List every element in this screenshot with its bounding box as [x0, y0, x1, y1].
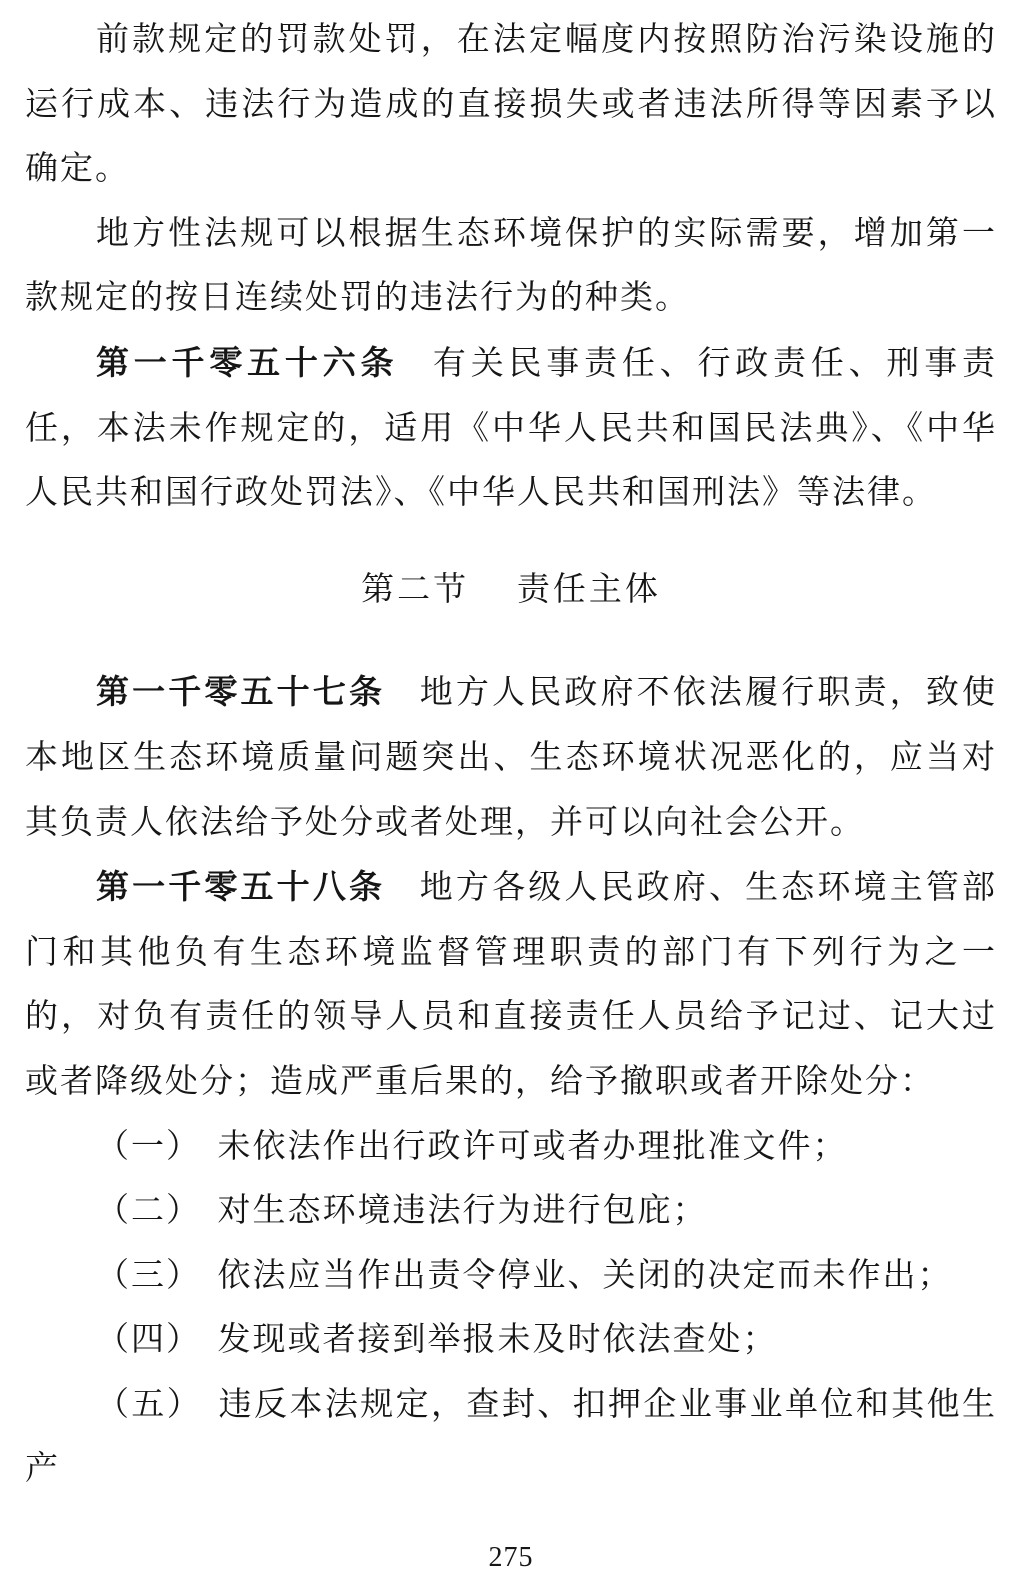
article-text: 有关民事责任、行政责任、刑事责任，本法未作规定的，适用《中华人民共和国民法典》、《中华人民共和国行政处罚法》、《中华人民共和国刑法》等法律。 [25, 345, 998, 512]
article-paragraph [25, 855, 997, 1114]
article-text: 地方人民政府不依法履行职责，致使本地区生态环境质量问题突出、生态环境状况恶化的，应当对其负责人依法给予处分或者处理，并可以向社会公开。 [25, 675, 998, 841]
paragraph-text: 地方性法规可以根据生态环境保护的实际需要，增加第一款规定的按日连续处罚的违法行为的种类。 [25, 215, 997, 317]
paragraph [25, 8, 997, 202]
list-item-label: （三） [95, 1257, 201, 1294]
section-label: 第二节 [361, 571, 470, 608]
section-title: 责任主体 [516, 571, 661, 608]
list-item-label: （四） [95, 1322, 201, 1359]
list-item-text: 违反本法规定，查封、扣押企业事业单位和其他生产 [25, 1386, 998, 1488]
list-item-text: 发现或者接到举报未及时依法查处； [217, 1322, 778, 1359]
article-text: 地方各级人民政府、生态环境主管部门和其他负有生态环境监督管理职责的部门有下列行为之一的，对负有责任的领导人员和直接责任人员给予记过、记大过或者降级处分；造成严重后果的，给予撤职或者开除处分： [25, 870, 998, 1100]
paragraph-text: 前款规定的罚款处罚，在法定幅度内按照防治污染设施的运行成本、违法行为造成的直接损失或者违法所得等因素予以确定。 [25, 22, 997, 188]
article-number: 第一千零五十六条 [95, 343, 399, 381]
list-item [25, 1373, 997, 1502]
list-item-text: 对生态环境违法行为进行包庇； [217, 1193, 708, 1230]
article-number: 第一千零五十七条 [95, 673, 386, 711]
list-item [25, 1244, 997, 1309]
list-item [25, 1308, 997, 1373]
list-item-label: （二） [95, 1193, 201, 1230]
list-item [25, 1179, 997, 1244]
list-item [25, 1115, 997, 1180]
list-item-text: 依法应当作出责令停业、关闭的决定而未作出； [217, 1257, 953, 1294]
article-paragraph [25, 660, 997, 855]
section-heading [25, 558, 997, 623]
article-number: 第一千零五十八条 [95, 868, 386, 906]
list-item-label: （一） [95, 1128, 201, 1165]
page-number: 275 [488, 1542, 534, 1574]
paragraph [25, 202, 997, 331]
list-item-label: （五） [95, 1386, 203, 1423]
list-item-text: 未依法作出行政许可或者办理批准文件； [217, 1128, 848, 1165]
article-paragraph [25, 331, 997, 526]
page-footer [25, 1524, 997, 1591]
